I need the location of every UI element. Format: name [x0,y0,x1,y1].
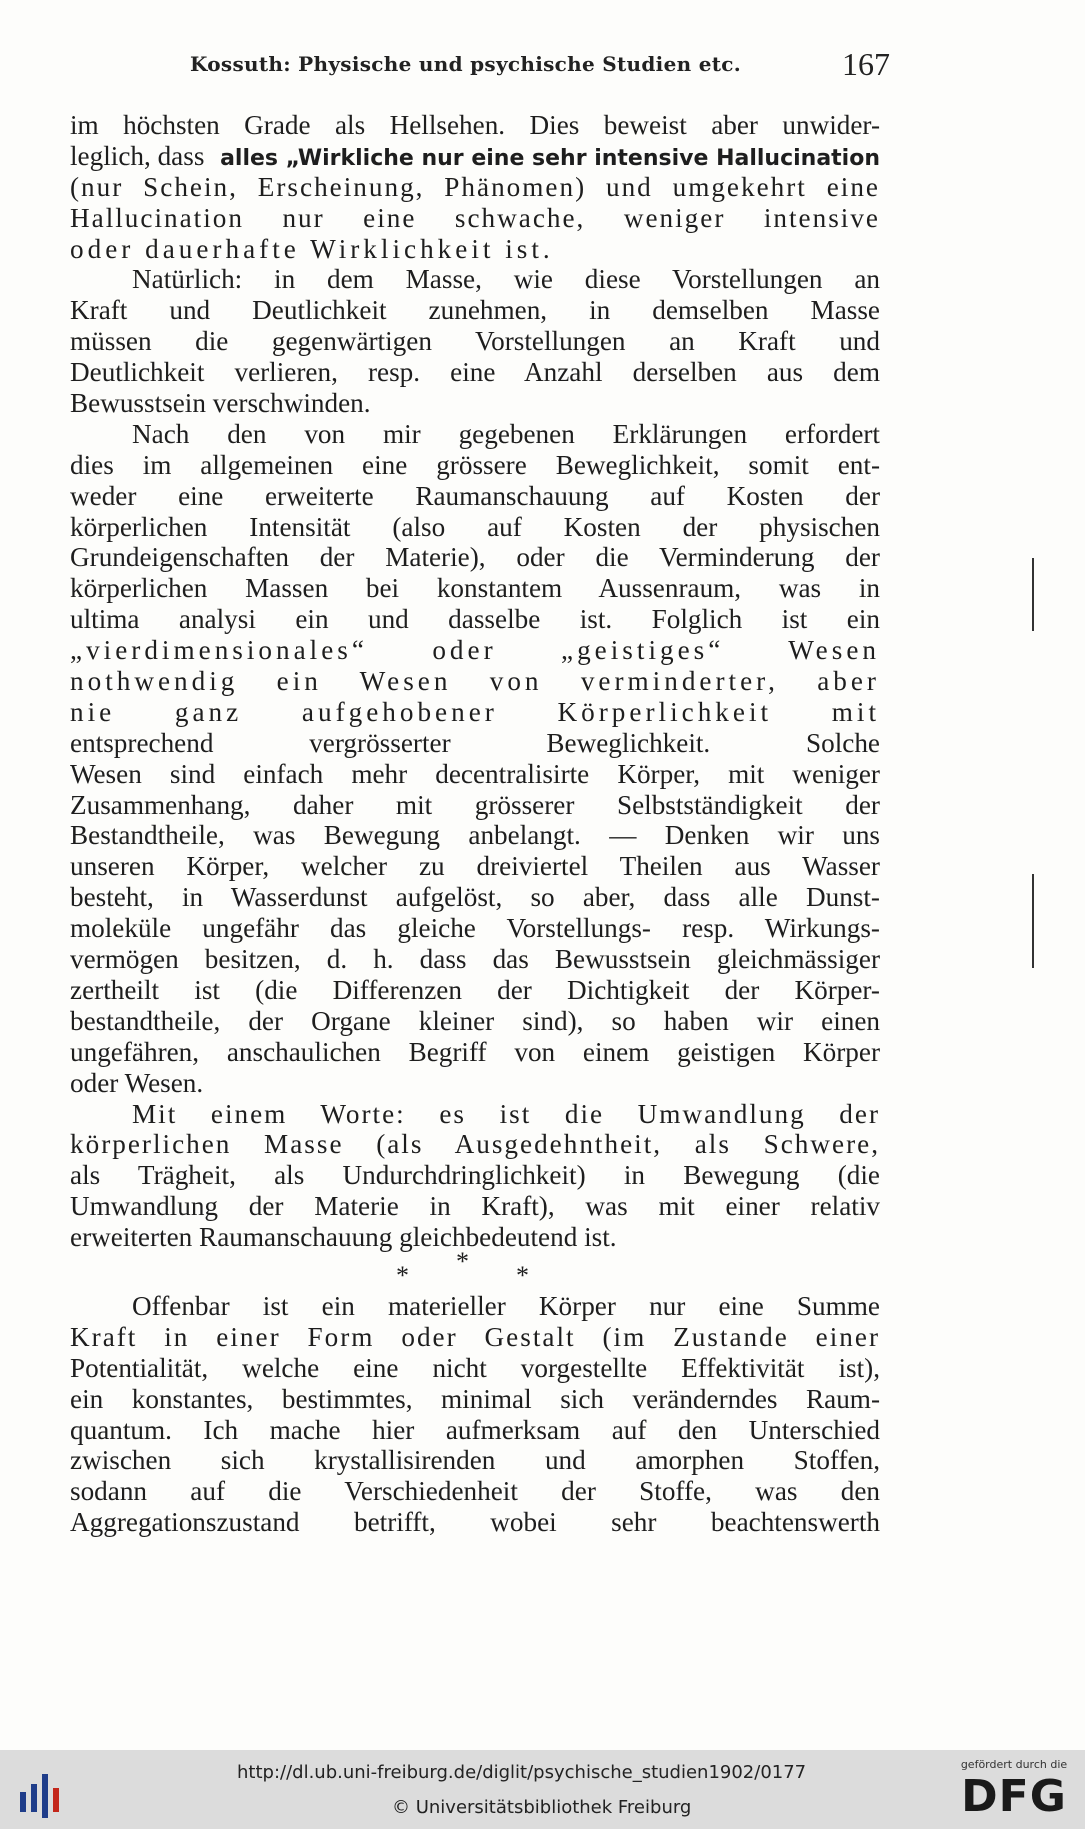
text-line: Kraft und Deutlichkeit zunehmen, in demselben Masse [70,295,880,326]
text-line: unseren Körper, welcher zu dreiviertel Theilen aus Wasser [70,851,880,882]
text-line: Nach den von mir gegebenen Erklärungen erfordert [132,418,880,449]
text-line: Potentialität, welche eine nicht vorgestellte Effektivität ist), [70,1352,880,1383]
permalink-url[interactable]: http://dl.ub.uni-freiburg.de/diglit/psychische_studien1902/0177 [237,1762,807,1783]
funding-label: gefördert durch die [960,1758,1068,1771]
text-line: zertheilt ist (die Differenzen der Dichtigkeit der Körper- [70,974,880,1005]
text-line: oder dauerhafte Wirklichkeit ist. [70,233,554,264]
text-line: Bewusstsein verschwinden. [70,388,371,419]
text-line: als Trägheit, als Undurchdringlichkeit) in Bewegung (die [70,1160,880,1191]
text-line-part: leglich, dass [70,140,205,171]
asterisk: * [516,1260,529,1290]
text-line: weder eine erweiterte Raumanschauung auf Kosten der [70,480,880,511]
page-number: 167 [842,46,890,82]
text-line: erweiterten Raumanschauung gleichbedeutend ist. [70,1222,617,1253]
text-line: Offenbar ist ein materieller Körper nur eine Summe [132,1290,880,1321]
viewer-footer [0,1750,1085,1829]
text-line: dies im allgemeinen eine grössere Beweglichkeit, somit ent- [70,449,880,480]
text-line: besteht, in Wasserdunst aufgelöst, so aber, dass alle Dunst- [70,882,880,913]
text-line: Bestandtheile, was Bewegung anbelangt. — Denken wir uns [70,820,880,851]
text-line: „vierdimensionales“ oder „geistiges“ Wesen [70,635,880,666]
text-line: Umwandlung der Materie in Kraft), was mit einer relativ [70,1191,880,1222]
text-line: körperlichen Massen bei konstantem Aussenraum, was in [70,573,880,604]
margin-mark [1032,874,1034,968]
text-line: Wesen sind einfach mehr decentralisirte Körper, mit weniger [70,758,880,789]
asterisk: * [396,1260,409,1290]
text-line [70,141,880,172]
text-line: Hallucination nur eine schwache, weniger intensive [70,202,880,233]
dfg-logo: DFG [961,1771,1067,1822]
text-line: Zusammenhang, daher mit grösserer Selbstständigkeit der [70,789,880,820]
running-title: Kossuth: Physische und psychische Studien etc. [190,52,742,76]
text-line: im höchsten Grade als Hellsehen. Dies beweist aber unwider- [70,110,880,140]
text-line: Mit einem Worte: es ist die Umwandlung der [132,1098,880,1129]
text-line: ultima analysi ein und dasselbe ist. Folglich ist ein [70,604,880,635]
emphasized-text: alles „Wirkliche nur eine sehr intensive Hallucination [220,145,880,171]
text-line: oder Wesen. [70,1067,204,1098]
text-line: nothwendig ein Wesen von verminderter, aber [70,666,880,697]
section-break [70,1246,880,1291]
text-line: Aggregationszustand betrifft, wobei sehr beachtenswerth [70,1507,880,1538]
text-line: sodann auf die Verschiedenheit der Stoffe, was den [70,1476,880,1507]
margin-mark [1032,558,1034,631]
text-line: Deutlichkeit verlieren, resp. eine Anzahl derselben aus dem [70,357,880,388]
library-logo-icon [18,1764,68,1818]
text-line: Natürlich: in dem Masse, wie diese Vorstellungen an [132,264,880,295]
text-line: müssen die gegenwärtigen Vorstellungen an Kraft und [70,326,880,357]
text-line: Kraft in einer Form oder Gestalt (im Zustande einer [70,1321,880,1352]
text-line: nie ganz aufgehobener Körperlichkeit mit [70,696,880,727]
text-line: quantum. Ich mache hier aufmerksam auf den Unterschied [70,1414,880,1445]
text-line: ungefähren, anschaulichen Begriff von einem geistigen Körper [70,1036,880,1067]
text-line: entsprechend vergrösserter Beweglichkeit. Solche [70,727,880,758]
text-line: Grundeigenschaften der Materie), oder die Verminderung der [70,542,880,573]
page-body [70,110,880,1538]
text-line: zwischen sich krystallisirenden und amorphen Stoffen, [70,1445,880,1476]
copyright-notice: © Universitätsbibliothek Freiburg [392,1797,692,1818]
text-line: bestandtheile, der Organe kleiner sind), so haben wir einen [70,1005,880,1036]
text-line: (nur Schein, Erscheinung, Phänomen) und umgekehrt eine [70,171,880,202]
text-line: ein konstantes, bestimmtes, minimal sich veränderndes Raum- [70,1383,880,1414]
text-line: körperlichen Intensität (also auf Kosten der physischen [70,511,880,542]
text-line: körperlichen Masse (als Ausgedehntheit, als Schwere, [70,1129,880,1160]
text-line: vermögen besitzen, d. h. dass das Bewusstsein gleichmässiger [70,944,880,975]
asterisk: * [456,1246,469,1276]
text-line: moleküle ungefähr das gleiche Vorstellungs- resp. Wirkungs- [70,913,880,944]
